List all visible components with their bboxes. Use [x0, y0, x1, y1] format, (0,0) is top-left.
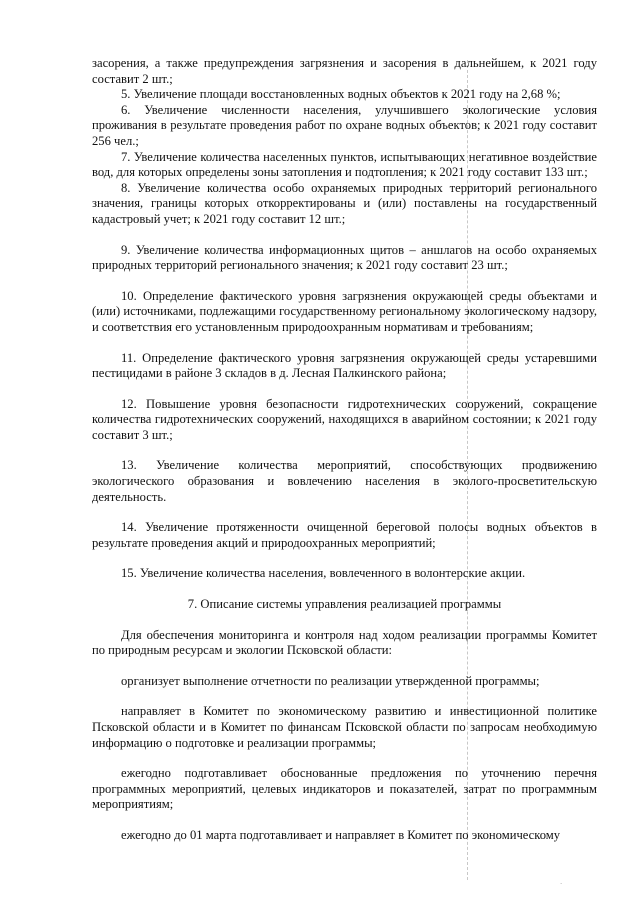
document-body: [92, 56, 597, 844]
section-item-information: направляет в Комитет по экономическому развитию и инвестиционной политике Псковской области и в Комитет по финансам Псковской области по запросам необходимую информацию о подготовке и реализации программы;: [92, 704, 597, 750]
paragraph-continuation: засорения, а также предупреждения загрязнения и засорения в дальнейшем, к 2021 году составит 2 шт.;: [92, 56, 597, 86]
list-item-11: 11. Определение фактического уровня загрязнения окружающей среды устаревшими пестицидами в районе 3 складов в д. Лесная Палкинского района;: [92, 350, 597, 381]
list-item-9: 9. Увеличение количества информационных щитов – аншлагов на особо охраняемых природных территорий регионального значения; к 2021 году составит 23 шт.;: [92, 242, 597, 273]
list-item-5: 5. Увеличение площади восстановленных водных объектов к 2021 году на 2,68 %;: [121, 87, 561, 102]
list-item-10: 10. Определение фактического уровня загрязнения окружающей среды объектами и (или) источниками, подлежащими государственному региональному экологическому надзору, и соответствия его установленным природоохранным нормативам и требованиям;: [92, 288, 597, 334]
scan-artifact-mark: ·: [560, 880, 563, 888]
list-item-7: 7. Увеличение количества населенных пунктов, испытывающих негативное воздействие вод, для которых определены зоны затопления и подтопления; к 2021 году составит 133 шт.;: [92, 149, 597, 180]
list-item-14: 14. Увеличение протяженности очищенной береговой полосы водных объектов в результате проведения акций и природоохранных мероприятий;: [92, 520, 597, 550]
list-item-15: 15. Увеличение количества населения, вовлеченного в волонтерские акции.: [121, 566, 526, 581]
section-intro: Для обеспечения мониторинга и контроля над ходом реализации программы Комитет по природным ресурсам и экологии Псковской области:: [92, 627, 597, 658]
section-item-reporting: организует выполнение отчетности по реализации утвержденной программы;: [121, 673, 540, 688]
list-item-12: 12. Повышение уровня безопасности гидротехнических сооружений, сокращение количества гидротехнических сооружений, находящихся в аварийном состоянии; к 2021 году составит 3 шт.;: [92, 396, 597, 442]
section-item-annual-report: ежегодно до 01 марта подготавливает и направляет в Комитет по экономическому: [121, 827, 561, 842]
list-item-13: 13. Увеличение количества мероприятий, способствующих продвижению экологического образования и вовлечению населения в эколого-просветительскую деятельность.: [92, 458, 597, 504]
section-item-proposals: ежегодно подготавливает обоснованные предложения по уточнению перечня программных мероприятий, целевых индикаторов и показателей, затрат по программным мероприятиям;: [92, 766, 597, 812]
list-item-8: 8. Увеличение количества особо охраняемых природных территорий регионального значения, границы которых откорректированы и (или) поставлены на государственный кадастровый учет; к 2021 году составит 12 шт.;: [92, 180, 597, 226]
section-heading: 7. Описание системы управления реализацией программы: [187, 597, 502, 612]
list-item-6: 6. Увеличение численности населения, улучшившего экологические условия проживания в результате проведения работ по охране водных объектов; к 2021 году составит 256 чел.;: [92, 102, 597, 148]
